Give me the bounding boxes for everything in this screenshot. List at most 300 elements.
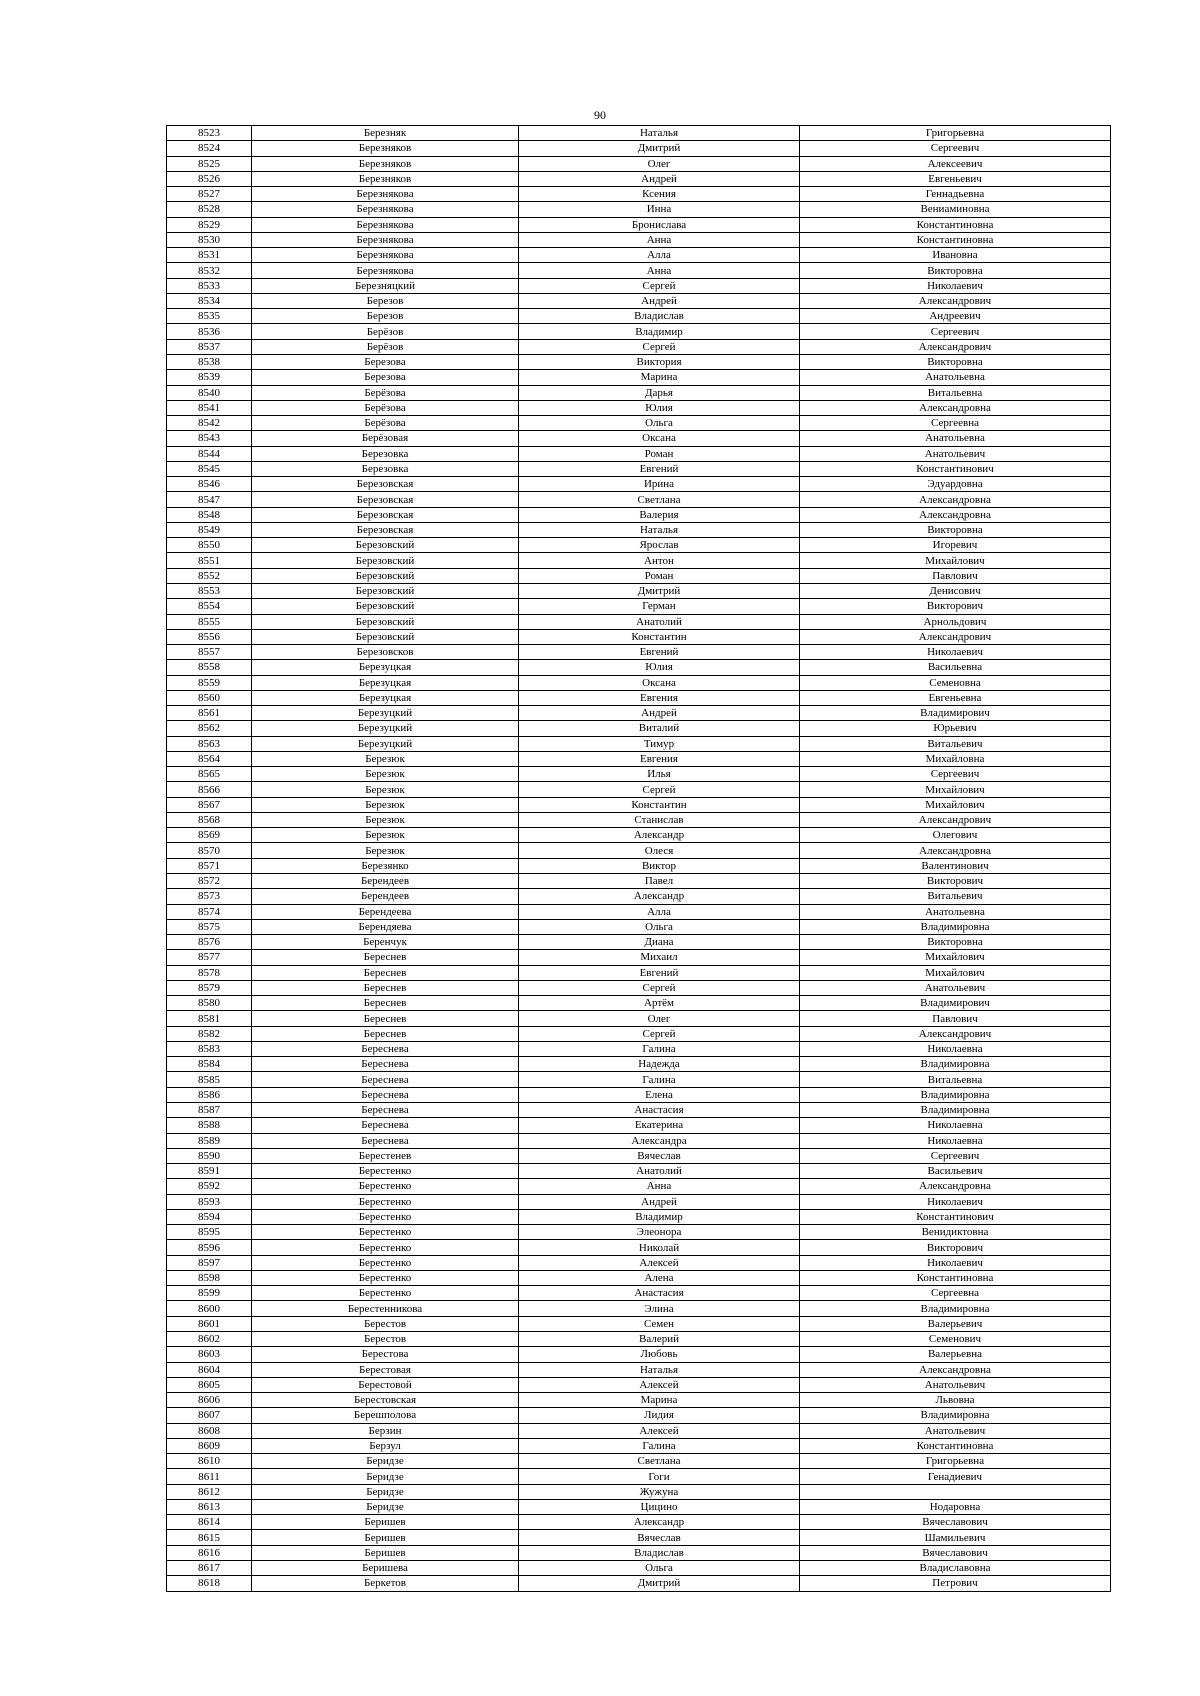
record-number-cell: 8536 <box>167 324 252 339</box>
record-number-cell: 8612 <box>167 1484 252 1499</box>
patronymic-cell: Владимирович <box>800 706 1111 721</box>
record-number-cell: 8561 <box>167 706 252 721</box>
first-name-cell: Алексей <box>519 1377 800 1392</box>
last-name-cell: Березюк <box>252 812 519 827</box>
record-number-cell: 8554 <box>167 599 252 614</box>
patronymic-cell: Евгеньевна <box>800 690 1111 705</box>
table-row <box>167 1301 1111 1316</box>
first-name-cell: Юлия <box>519 660 800 675</box>
table-row <box>167 217 1111 232</box>
record-number-cell: 8584 <box>167 1057 252 1072</box>
record-number-cell: 8575 <box>167 919 252 934</box>
last-name-cell: Березюк <box>252 843 519 858</box>
patronymic-cell: Александровна <box>800 492 1111 507</box>
first-name-cell: Ирина <box>519 477 800 492</box>
first-name-cell: Роман <box>519 446 800 461</box>
table-row <box>167 1316 1111 1331</box>
last-name-cell: Березнякова <box>252 248 519 263</box>
table-row <box>167 1530 1111 1545</box>
patronymic-cell: Викторовна <box>800 935 1111 950</box>
table-row <box>167 1240 1111 1255</box>
patronymic-cell: Александровна <box>800 507 1111 522</box>
last-name-cell: Береснев <box>252 1011 519 1026</box>
record-number-cell: 8597 <box>167 1255 252 1270</box>
first-name-cell: Екатерина <box>519 1118 800 1133</box>
patronymic-cell: Константиновна <box>800 1270 1111 1285</box>
table-row <box>167 1026 1111 1041</box>
record-number-cell: 8586 <box>167 1087 252 1102</box>
patronymic-cell: Венидиктовна <box>800 1225 1111 1240</box>
record-number-cell: 8558 <box>167 660 252 675</box>
record-number-cell: 8535 <box>167 309 252 324</box>
patronymic-cell: Владиславовна <box>800 1560 1111 1575</box>
record-number-cell: 8617 <box>167 1560 252 1575</box>
patronymic-cell: Сергеевич <box>800 324 1111 339</box>
first-name-cell: Владимир <box>519 324 800 339</box>
table-row <box>167 309 1111 324</box>
first-name-cell: Андрей <box>519 706 800 721</box>
record-number-cell: 8589 <box>167 1133 252 1148</box>
table-row <box>167 370 1111 385</box>
first-name-cell: Анатолий <box>519 1164 800 1179</box>
patronymic-cell: Александрович <box>800 293 1111 308</box>
first-name-cell: Сергей <box>519 278 800 293</box>
first-name-cell: Анатолий <box>519 614 800 629</box>
first-name-cell: Галина <box>519 1041 800 1056</box>
table-row <box>167 919 1111 934</box>
patronymic-cell: Владимировна <box>800 1057 1111 1072</box>
patronymic-cell: Анатольевна <box>800 370 1111 385</box>
first-name-cell: Алексей <box>519 1255 800 1270</box>
table-row <box>167 339 1111 354</box>
patronymic-cell: Семенович <box>800 1331 1111 1346</box>
table-row <box>167 446 1111 461</box>
patronymic-cell: Валентинович <box>800 858 1111 873</box>
patronymic-cell: Константинович <box>800 461 1111 476</box>
last-name-cell: Береснева <box>252 1133 519 1148</box>
record-number-cell: 8571 <box>167 858 252 873</box>
last-name-cell: Берестенко <box>252 1194 519 1209</box>
record-number-cell: 8605 <box>167 1377 252 1392</box>
record-number-cell: 8587 <box>167 1103 252 1118</box>
record-number-cell: 8548 <box>167 507 252 522</box>
last-name-cell: Березняцкий <box>252 278 519 293</box>
first-name-cell: Семен <box>519 1316 800 1331</box>
table-row <box>167 1225 1111 1240</box>
table-row <box>167 1072 1111 1087</box>
table-row <box>167 1576 1111 1591</box>
patronymic-cell: Михайлович <box>800 782 1111 797</box>
table-row <box>167 828 1111 843</box>
record-number-cell: 8576 <box>167 935 252 950</box>
last-name-cell: Берестенев <box>252 1148 519 1163</box>
first-name-cell: Сергей <box>519 782 800 797</box>
first-name-cell: Алла <box>519 248 800 263</box>
table-row <box>167 492 1111 507</box>
first-name-cell: Надежда <box>519 1057 800 1072</box>
last-name-cell: Берзул <box>252 1438 519 1453</box>
table-row <box>167 874 1111 889</box>
first-name-cell: Галина <box>519 1438 800 1453</box>
table-row <box>167 614 1111 629</box>
record-number-cell: 8595 <box>167 1225 252 1240</box>
patronymic-cell: Николаевич <box>800 278 1111 293</box>
first-name-cell: Тимур <box>519 736 800 751</box>
record-number-cell: 8616 <box>167 1545 252 1560</box>
patronymic-cell: Анатольевич <box>800 1377 1111 1392</box>
last-name-cell: Береснева <box>252 1087 519 1102</box>
first-name-cell: Александра <box>519 1133 800 1148</box>
table-row <box>167 1499 1111 1514</box>
table-row <box>167 416 1111 431</box>
patronymic-cell: Михайлович <box>800 965 1111 980</box>
patronymic-cell: Константиновна <box>800 217 1111 232</box>
page-number: 90 <box>594 108 606 122</box>
patronymic-cell: Вениаминовна <box>800 202 1111 217</box>
last-name-cell: Берендеев <box>252 874 519 889</box>
table-row <box>167 1347 1111 1362</box>
patronymic-cell: Михайлович <box>800 553 1111 568</box>
table-row <box>167 1423 1111 1438</box>
table-row <box>167 706 1111 721</box>
first-name-cell: Евгений <box>519 965 800 980</box>
first-name-cell: Владислав <box>519 1545 800 1560</box>
record-number-cell: 8618 <box>167 1576 252 1591</box>
last-name-cell: Беридзе <box>252 1469 519 1484</box>
table-row <box>167 1118 1111 1133</box>
patronymic-cell: Константиновна <box>800 1438 1111 1453</box>
first-name-cell: Оксана <box>519 675 800 690</box>
table-row <box>167 935 1111 950</box>
patronymic-cell: Владимировна <box>800 1087 1111 1102</box>
record-number-cell: 8526 <box>167 171 252 186</box>
first-name-cell: Андрей <box>519 293 800 308</box>
table-row <box>167 1515 1111 1530</box>
first-name-cell: Анастасия <box>519 1286 800 1301</box>
record-number-cell: 8553 <box>167 583 252 598</box>
last-name-cell: Берестенко <box>252 1270 519 1285</box>
patronymic-cell: Викторович <box>800 599 1111 614</box>
last-name-cell: Берёзова <box>252 416 519 431</box>
first-name-cell: Олег <box>519 1011 800 1026</box>
table-row <box>167 263 1111 278</box>
last-name-cell: Береснев <box>252 996 519 1011</box>
last-name-cell: Беришев <box>252 1530 519 1545</box>
patronymic-cell: Ивановна <box>800 248 1111 263</box>
record-number-cell: 8579 <box>167 980 252 995</box>
last-name-cell: Березовский <box>252 553 519 568</box>
table-row <box>167 1393 1111 1408</box>
record-number-cell: 8540 <box>167 385 252 400</box>
last-name-cell: Березова <box>252 370 519 385</box>
first-name-cell: Олеся <box>519 843 800 858</box>
record-number-cell: 8568 <box>167 812 252 827</box>
last-name-cell: Березовка <box>252 446 519 461</box>
record-number-cell: 8598 <box>167 1270 252 1285</box>
patronymic-cell: Валерьевич <box>800 1316 1111 1331</box>
last-name-cell: Березняков <box>252 141 519 156</box>
patronymic-cell: Александровна <box>800 1179 1111 1194</box>
last-name-cell: Берестовой <box>252 1377 519 1392</box>
record-number-cell: 8578 <box>167 965 252 980</box>
first-name-cell: Александр <box>519 889 800 904</box>
last-name-cell: Береснева <box>252 1041 519 1056</box>
first-name-cell: Анна <box>519 232 800 247</box>
last-name-cell: Берестенко <box>252 1255 519 1270</box>
table-row <box>167 141 1111 156</box>
record-number-cell: 8531 <box>167 248 252 263</box>
table-row <box>167 645 1111 660</box>
patronymic-cell: Алексеевич <box>800 156 1111 171</box>
first-name-cell: Александр <box>519 828 800 843</box>
patronymic-cell: Григорьевна <box>800 126 1111 141</box>
record-number-cell: 8600 <box>167 1301 252 1316</box>
record-number-cell: 8542 <box>167 416 252 431</box>
registry-table-body <box>167 126 1111 1592</box>
last-name-cell: Береснев <box>252 965 519 980</box>
table-row <box>167 1362 1111 1377</box>
record-number-cell: 8563 <box>167 736 252 751</box>
table-row <box>167 583 1111 598</box>
patronymic-cell: Николаевна <box>800 1133 1111 1148</box>
first-name-cell: Николай <box>519 1240 800 1255</box>
patronymic-cell: Константинович <box>800 1209 1111 1224</box>
last-name-cell: Березовская <box>252 492 519 507</box>
table-row <box>167 354 1111 369</box>
record-number-cell: 8547 <box>167 492 252 507</box>
record-number-cell: 8549 <box>167 522 252 537</box>
table-row <box>167 767 1111 782</box>
record-number-cell: 8543 <box>167 431 252 446</box>
first-name-cell: Олег <box>519 156 800 171</box>
table-row <box>167 293 1111 308</box>
record-number-cell: 8577 <box>167 950 252 965</box>
record-number-cell: 8573 <box>167 889 252 904</box>
patronymic-cell: Вячеславович <box>800 1515 1111 1530</box>
patronymic-cell: Юрьевич <box>800 721 1111 736</box>
last-name-cell: Берестенко <box>252 1286 519 1301</box>
record-number-cell: 8606 <box>167 1393 252 1408</box>
last-name-cell: Берестов <box>252 1316 519 1331</box>
first-name-cell: Цицино <box>519 1499 800 1514</box>
record-number-cell: 8546 <box>167 477 252 492</box>
patronymic-cell: Владимировна <box>800 1103 1111 1118</box>
table-row <box>167 1209 1111 1224</box>
table-row <box>167 507 1111 522</box>
record-number-cell: 8529 <box>167 217 252 232</box>
patronymic-cell: Сергеевич <box>800 1148 1111 1163</box>
table-row <box>167 812 1111 827</box>
last-name-cell: Беришев <box>252 1515 519 1530</box>
last-name-cell: Берестенко <box>252 1240 519 1255</box>
patronymic-cell: Викторович <box>800 874 1111 889</box>
table-row <box>167 385 1111 400</box>
first-name-cell: Валерий <box>519 1331 800 1346</box>
table-row <box>167 171 1111 186</box>
record-number-cell: 8614 <box>167 1515 252 1530</box>
table-row <box>167 232 1111 247</box>
patronymic-cell: Михайловна <box>800 751 1111 766</box>
patronymic-cell: Шамильевич <box>800 1530 1111 1545</box>
patronymic-cell: Петрович <box>800 1576 1111 1591</box>
last-name-cell: Берестова <box>252 1347 519 1362</box>
first-name-cell: Артём <box>519 996 800 1011</box>
last-name-cell: Берёзова <box>252 400 519 415</box>
last-name-cell: Берестов <box>252 1331 519 1346</box>
record-number-cell: 8555 <box>167 614 252 629</box>
last-name-cell: Березовская <box>252 507 519 522</box>
last-name-cell: Березуцкая <box>252 675 519 690</box>
first-name-cell: Валерия <box>519 507 800 522</box>
last-name-cell: Березовсков <box>252 645 519 660</box>
patronymic-cell: Александрович <box>800 812 1111 827</box>
first-name-cell: Ольга <box>519 1560 800 1575</box>
record-number-cell: 8545 <box>167 461 252 476</box>
record-number-cell: 8525 <box>167 156 252 171</box>
record-number-cell: 8615 <box>167 1530 252 1545</box>
patronymic-cell: Витальевич <box>800 889 1111 904</box>
table-row <box>167 553 1111 568</box>
table-row <box>167 1438 1111 1453</box>
last-name-cell: Берестовая <box>252 1362 519 1377</box>
patronymic-cell: Васильевна <box>800 660 1111 675</box>
last-name-cell: Берестенко <box>252 1225 519 1240</box>
patronymic-cell: Александрович <box>800 629 1111 644</box>
last-name-cell: Березовская <box>252 477 519 492</box>
record-number-cell: 8532 <box>167 263 252 278</box>
patronymic-cell: Игоревич <box>800 538 1111 553</box>
patronymic-cell: Сергеевич <box>800 767 1111 782</box>
first-name-cell: Виталий <box>519 721 800 736</box>
patronymic-cell: Викторовна <box>800 263 1111 278</box>
table-row <box>167 1011 1111 1026</box>
record-number-cell: 8613 <box>167 1499 252 1514</box>
record-number-cell: 8590 <box>167 1148 252 1163</box>
patronymic-cell: Витальевна <box>800 1072 1111 1087</box>
record-number-cell: 8528 <box>167 202 252 217</box>
patronymic-cell: Михайлович <box>800 950 1111 965</box>
first-name-cell: Евгения <box>519 751 800 766</box>
last-name-cell: Березуцкий <box>252 706 519 721</box>
last-name-cell: Беркетов <box>252 1576 519 1591</box>
registry-table <box>166 125 1111 1592</box>
record-number-cell: 8603 <box>167 1347 252 1362</box>
table-row <box>167 1179 1111 1194</box>
last-name-cell: Березнякова <box>252 202 519 217</box>
patronymic-cell: Владимирович <box>800 996 1111 1011</box>
record-number-cell: 8607 <box>167 1408 252 1423</box>
first-name-cell: Алла <box>519 904 800 919</box>
table-row <box>167 202 1111 217</box>
first-name-cell: Дмитрий <box>519 141 800 156</box>
record-number-cell: 8570 <box>167 843 252 858</box>
record-number-cell: 8601 <box>167 1316 252 1331</box>
first-name-cell: Михаил <box>519 950 800 965</box>
table-row <box>167 843 1111 858</box>
first-name-cell: Алексей <box>519 1423 800 1438</box>
last-name-cell: Березуцкая <box>252 660 519 675</box>
record-number-cell: 8530 <box>167 232 252 247</box>
first-name-cell: Галина <box>519 1072 800 1087</box>
record-number-cell: 8523 <box>167 126 252 141</box>
record-number-cell: 8564 <box>167 751 252 766</box>
patronymic-cell: Владимировна <box>800 1408 1111 1423</box>
first-name-cell: Андрей <box>519 1194 800 1209</box>
first-name-cell: Владислав <box>519 309 800 324</box>
patronymic-cell: Константиновна <box>800 232 1111 247</box>
last-name-cell: Береснева <box>252 1103 519 1118</box>
table-row <box>167 126 1111 141</box>
patronymic-cell <box>800 1484 1111 1499</box>
table-row <box>167 1255 1111 1270</box>
first-name-cell: Марина <box>519 370 800 385</box>
last-name-cell: Берендяева <box>252 919 519 934</box>
table-row <box>167 1194 1111 1209</box>
table-row <box>167 324 1111 339</box>
record-number-cell: 8527 <box>167 187 252 202</box>
record-number-cell: 8585 <box>167 1072 252 1087</box>
first-name-cell: Дарья <box>519 385 800 400</box>
record-number-cell: 8569 <box>167 828 252 843</box>
first-name-cell: Виктория <box>519 354 800 369</box>
first-name-cell: Сергей <box>519 980 800 995</box>
last-name-cell: Березняков <box>252 156 519 171</box>
patronymic-cell: Николаевич <box>800 645 1111 660</box>
first-name-cell: Константин <box>519 797 800 812</box>
last-name-cell: Березовский <box>252 599 519 614</box>
first-name-cell: Герман <box>519 599 800 614</box>
record-number-cell: 8611 <box>167 1469 252 1484</box>
table-row <box>167 400 1111 415</box>
record-number-cell: 8567 <box>167 797 252 812</box>
first-name-cell: Гоги <box>519 1469 800 1484</box>
record-number-cell: 8602 <box>167 1331 252 1346</box>
first-name-cell: Анна <box>519 1179 800 1194</box>
last-name-cell: Березняк <box>252 126 519 141</box>
patronymic-cell: Александровна <box>800 843 1111 858</box>
first-name-cell: Павел <box>519 874 800 889</box>
last-name-cell: Берёзов <box>252 324 519 339</box>
last-name-cell: Березюк <box>252 782 519 797</box>
table-row <box>167 248 1111 263</box>
table-row <box>167 1148 1111 1163</box>
table-row <box>167 1057 1111 1072</box>
last-name-cell: Березняков <box>252 171 519 186</box>
last-name-cell: Берестенникова <box>252 1301 519 1316</box>
record-number-cell: 8592 <box>167 1179 252 1194</box>
record-number-cell: 8610 <box>167 1454 252 1469</box>
last-name-cell: Березуцкий <box>252 721 519 736</box>
patronymic-cell: Анатольевна <box>800 904 1111 919</box>
patronymic-cell: Викторович <box>800 1240 1111 1255</box>
first-name-cell: Илья <box>519 767 800 782</box>
patronymic-cell: Васильевич <box>800 1164 1111 1179</box>
first-name-cell: Оксана <box>519 431 800 446</box>
first-name-cell: Евгения <box>519 690 800 705</box>
patronymic-cell: Витальевич <box>800 736 1111 751</box>
first-name-cell: Светлана <box>519 1454 800 1469</box>
last-name-cell: Беридзе <box>252 1454 519 1469</box>
last-name-cell: Берестенко <box>252 1209 519 1224</box>
last-name-cell: Березуцкий <box>252 736 519 751</box>
record-number-cell: 8588 <box>167 1118 252 1133</box>
first-name-cell: Алена <box>519 1270 800 1285</box>
patronymic-cell: Владимировна <box>800 919 1111 934</box>
patronymic-cell: Анатольевна <box>800 431 1111 446</box>
patronymic-cell: Николаевна <box>800 1041 1111 1056</box>
patronymic-cell: Павлович <box>800 568 1111 583</box>
table-row <box>167 1408 1111 1423</box>
